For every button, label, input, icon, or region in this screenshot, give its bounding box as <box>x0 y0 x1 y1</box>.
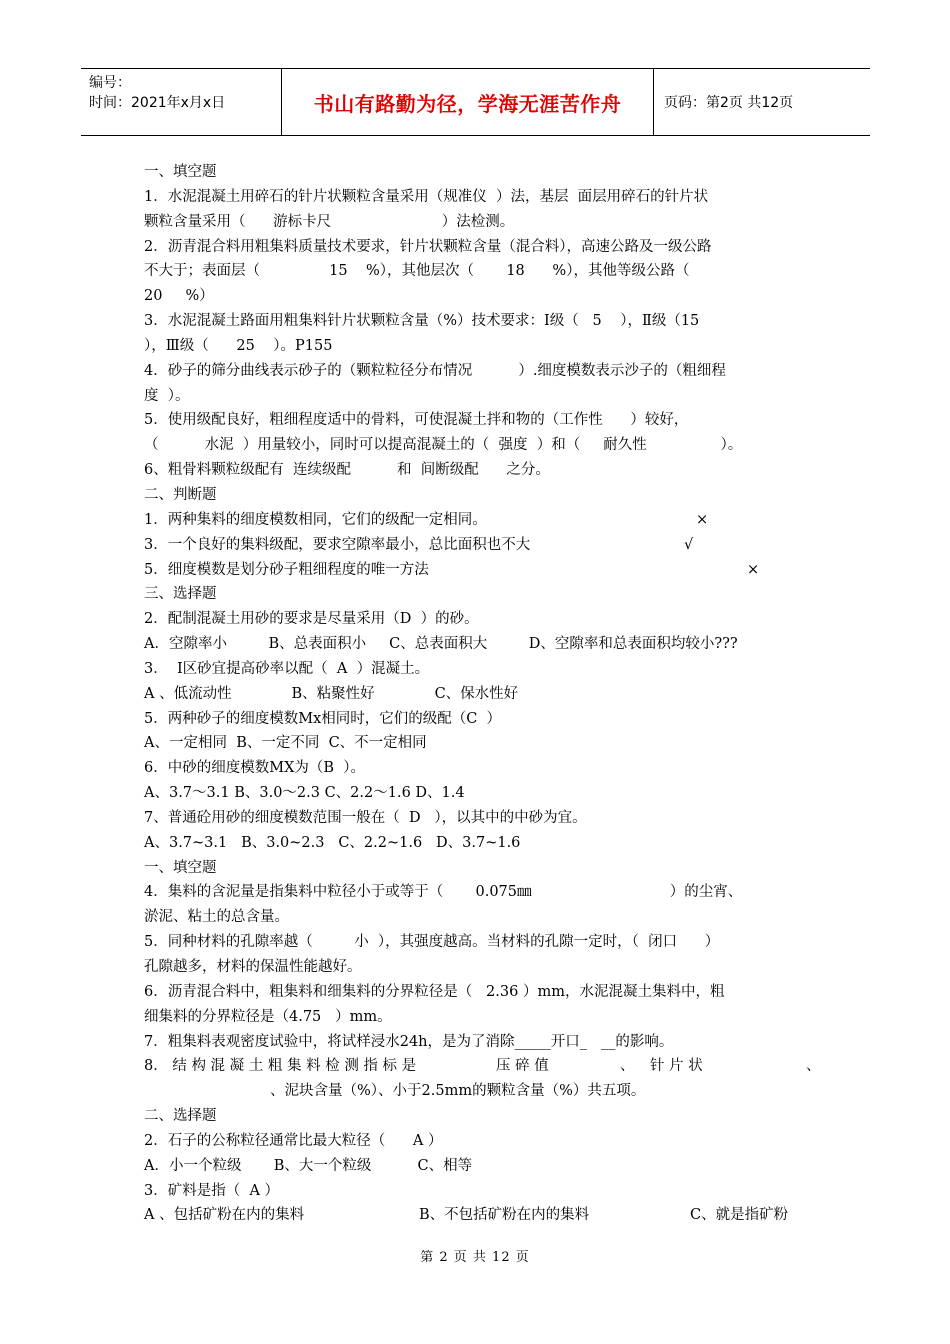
line-segment: 1．水泥混凝土用碎石的针片状颗粒含量采用（规准仪 ）法，基层 面层用碎石的针片状 <box>144 188 709 205</box>
header-motto: 书山有路勤为径，学海无涯苦作舟 <box>313 91 622 116</box>
text-line <box>144 632 812 657</box>
line-segment: 3．水泥混凝土路面用粗集料针片状颗粒含量（%）技术要求：Ⅰ级（ 5 ），Ⅱ级（15 <box>144 313 700 330</box>
text-line <box>144 235 812 260</box>
line-segment: √ <box>684 536 694 553</box>
line-segment: A．小一个粒级 B、大一个粒级 C、相等 <box>144 1157 473 1174</box>
line-segment: 3．一个良好的集料级配，要求空隙率最小，总比面积也不大 <box>144 536 531 553</box>
text-line <box>144 408 812 433</box>
text-line <box>144 607 812 632</box>
text-line <box>144 458 812 483</box>
line-segment: B、不包括矿粉在内的集料 <box>419 1207 590 1224</box>
text-line <box>144 359 812 384</box>
text-line <box>144 806 812 831</box>
text-line <box>144 334 812 359</box>
line-segment: 2．沥青混合料用粗集料质量技术要求，针片状颗粒含量（混合料），高速公路及一级公路 <box>144 238 712 255</box>
text-line <box>144 1154 812 1179</box>
line-segment: A、一定相同 B、一定不同 C、不一定相同 <box>144 735 427 752</box>
text-line <box>144 259 812 284</box>
text-line <box>144 1129 812 1154</box>
line-segment: 一、填空题 <box>144 164 217 180</box>
text-line <box>144 1079 812 1104</box>
text-line <box>144 930 812 955</box>
text-line <box>144 1030 812 1055</box>
line-segment: 、 <box>620 1058 635 1075</box>
line-segment: 细集料的分界粒径是（4.75 ）mm。 <box>144 1008 392 1025</box>
document-body <box>144 160 821 1228</box>
line-segment: ），Ⅲ级（ 25 ）。P155 <box>144 337 333 354</box>
line-segment: 5．同种材料的孔隙率越（ 小 ），其强度越高。当材料的孔隙一定时，（ 闭口 ） <box>144 934 720 951</box>
line-segment: 6．沥青混合料中，粗集料和细集料的分界粒径是（ 2.36 ）mm，水泥混凝土集料中，粗 <box>144 983 725 1000</box>
line-segment: 2．配制混凝土用砂的要求是尽量采用（D ）的砂。 <box>144 611 479 628</box>
line-segment: 二、判断题 <box>144 486 217 503</box>
text-line <box>144 433 812 458</box>
line-segment: 5．细度模数是划分砂子粗细程度的唯一方法 <box>144 561 429 578</box>
line-segment: 7．粗集料表观密度试验中，将试样浸水24h，是为了消除_____开口_ __的影响。 <box>144 1033 674 1050</box>
line-segment: A 、包括矿粉在内的集料 <box>144 1207 305 1224</box>
page-header <box>81 68 870 136</box>
line-segment: 3．矿料是指（ A ） <box>144 1182 280 1199</box>
header-meta <box>81 69 282 135</box>
line-segment: 针 片 状 <box>650 1058 703 1075</box>
text-line <box>144 582 812 607</box>
line-segment: 不大于；表面层（ 15 %），其他层次（ 18 %），其他等级公路（ <box>144 263 690 280</box>
line-segment: 压 碎 值 <box>496 1058 549 1075</box>
line-segment: A．空隙率小 B、总表面积小 C、总表面积大 D、空隙率和总表面积均较小??? <box>144 636 738 653</box>
text-line <box>144 508 812 533</box>
line-segment: 5．两种砂子的细度模数Mx相同时，它们的级配（C ） <box>144 710 502 727</box>
text-line <box>144 831 812 856</box>
text-line <box>144 707 812 732</box>
line-segment: 淤泥、粘土的总含量。 <box>144 909 289 926</box>
line-segment: 孔隙越多，材料的保温性能越好。 <box>144 959 362 975</box>
text-line <box>144 185 812 210</box>
line-segment: 5．使用级配良好，粗细程度适中的骨料，可使混凝土拌和物的（工作性 ）较好， <box>144 412 689 429</box>
text-line <box>144 483 812 508</box>
line-segment: 1．两种集料的细度模数相同，它们的级配一定相同。 <box>144 511 487 528</box>
line-segment: 6．中砂的细度模数MX为（B ）。 <box>144 760 366 777</box>
header-page-info: 页码：第2页 共12页 <box>664 95 794 111</box>
line-segment: 4．砂子的筛分曲线表示砂子的（颗粒粒径分布情况 ）.细度模数表示沙子的（粗细程 <box>144 362 726 379</box>
text-line <box>144 731 812 756</box>
number-label: 编号： <box>89 75 131 91</box>
text-line <box>144 682 812 707</box>
text-line <box>144 1005 812 1030</box>
text-line <box>144 880 812 905</box>
text-line <box>144 781 812 806</box>
header-motto-cell <box>282 69 654 135</box>
text-line <box>144 533 812 558</box>
line-segment: A 、低流动性 B、粘聚性好 C、保水性好 <box>144 685 519 702</box>
text-line <box>144 210 812 235</box>
text-line <box>144 384 812 409</box>
line-segment: 8． 结 构 混 凝 土 粗 集 料 检 测 指 标 是 <box>144 1058 417 1075</box>
text-line <box>144 657 812 682</box>
line-segment: A、3.7~3.1 B、3.0~2.3 C、2.2~1.6 D、3.7~1.6 <box>144 834 521 851</box>
text-line <box>144 1104 812 1129</box>
line-segment: 4．集料的含泥量是指集料中粒径小于或等于（ 0.075㎜ ）的尘宵、 <box>144 884 743 901</box>
text-line <box>144 980 812 1005</box>
line-segment: 20 %） <box>144 288 214 305</box>
line-segment: A、3.7～3.1 B、3.0～2.3 C、2.2～1.6 D、1.4 <box>144 785 465 802</box>
text-line <box>144 1203 812 1228</box>
line-segment: 3． I区砂宜提高砂率以配（ A ）混凝土。 <box>144 660 430 677</box>
text-line <box>144 756 812 781</box>
line-segment: 度 ）。 <box>144 387 190 404</box>
text-line <box>144 1054 821 1079</box>
line-segment: 一、填空题 <box>144 859 217 876</box>
line-segment: 7、普通砼用砂的细度模数范围一般在（ D ），以其中的中砂为宜。 <box>144 809 587 826</box>
page-footer: 第 2 页 共 12 页 <box>420 1250 530 1265</box>
line-segment: 三、选择题 <box>144 586 217 603</box>
text-line <box>144 955 812 980</box>
text-line <box>144 309 812 334</box>
line-segment: 2．石子的公称粒径通常比最大粒径（ A ） <box>144 1132 443 1149</box>
text-line <box>144 160 812 185</box>
line-segment: （ 水泥 ）用量较小，同时可以提高混凝土的（ 强度 ）和（ 耐久性 ）。 <box>144 437 743 454</box>
line-segment: 、 <box>806 1058 821 1075</box>
text-line <box>144 905 812 930</box>
line-segment: × <box>696 511 709 528</box>
line-segment: × <box>747 561 760 578</box>
text-line <box>144 558 812 583</box>
line-segment: 、泥块含量（%）、小于2.5mm的颗粒含量（%）共五项。 <box>270 1083 646 1100</box>
text-line <box>144 856 812 881</box>
date-line: 时间：2021年x月x日 <box>89 95 226 111</box>
line-segment: 颗粒含量采用（ 游标卡尺 ）法检测。 <box>144 213 515 230</box>
text-line <box>144 1179 812 1204</box>
line-segment: C、就是指矿粉 <box>690 1207 789 1224</box>
line-segment: 二、选择题 <box>144 1108 217 1125</box>
text-line <box>144 284 812 309</box>
line-segment: 6、粗骨料颗粒级配有 连续级配 和 间断级配 之分。 <box>144 462 550 479</box>
